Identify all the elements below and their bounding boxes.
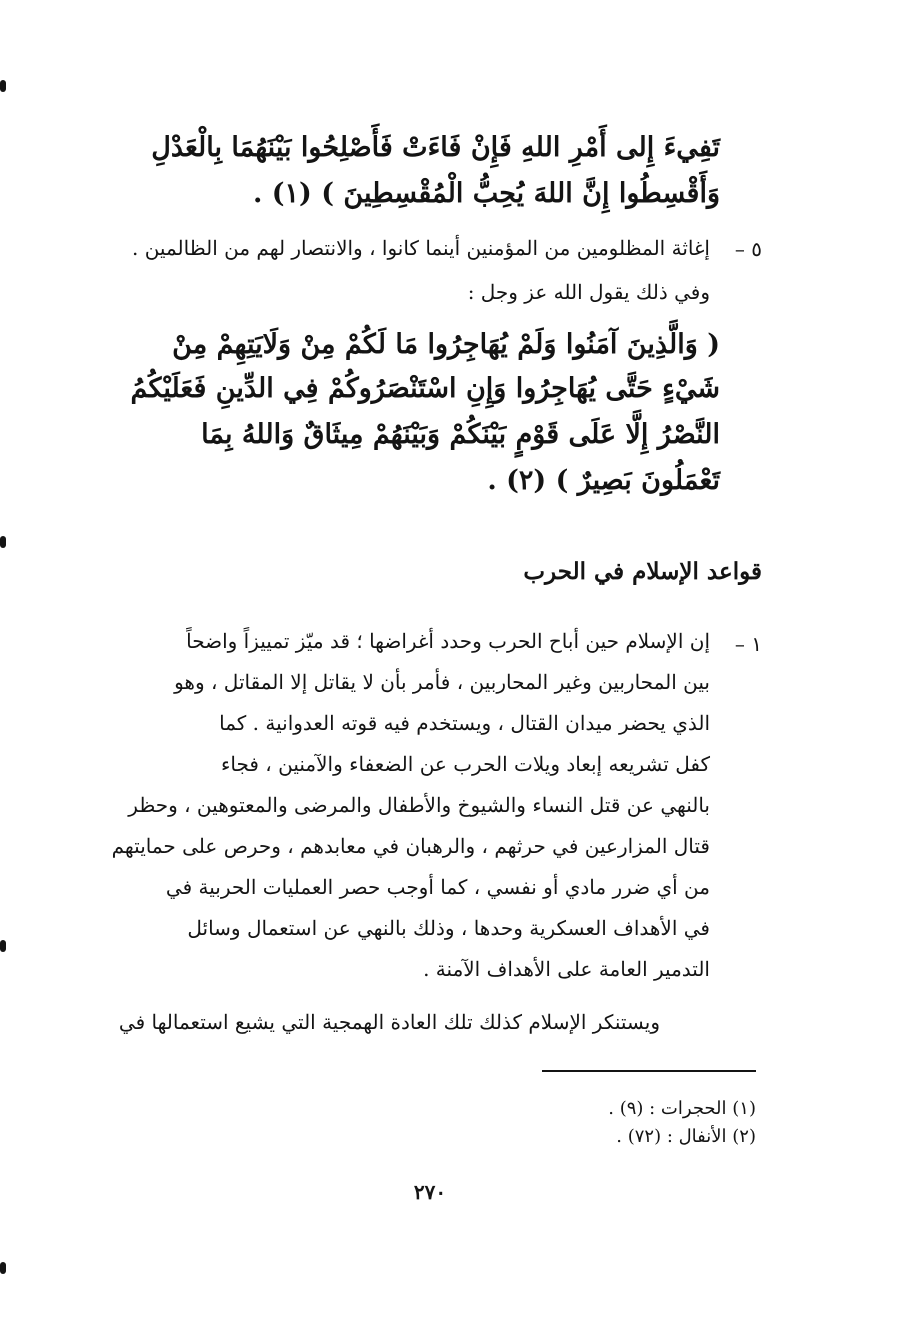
scan-mark <box>0 80 6 92</box>
quote-line: شَيْءٍ حَتَّى يُهَاجِرُوا وَإِنِ اسْتَنْصَرُوكُمْ فِي الدِّينِ فَعَلَيْكُمُ <box>130 373 720 404</box>
quote-line: النَّصْرُ إِلَّا عَلَى قَوْمٍ بَيْنَكُمْ وَبَيْنَهُمْ مِيثَاقٌ وَاللهُ بِمَا <box>201 419 720 450</box>
item-1-number: ١ – <box>734 632 762 656</box>
quran-quote-2 <box>80 322 720 512</box>
text-line: في الأهداف العسكرية وحدها ، وذلك بالنهي عن استعمال وسائل <box>187 916 710 940</box>
quote-line: تَعْمَلُونَ بَصِيرٌ ) (٢) . <box>487 465 720 496</box>
paragraph-continuation <box>80 1010 660 1042</box>
footnote: (١) الحجرات : (٩) . <box>608 1098 756 1119</box>
text-line: قتال المزارعين في حرثهم ، والرهبان في معابدهم ، وحرص على حمايتهم <box>111 834 710 858</box>
item-5-number: ٥ – <box>734 237 762 261</box>
scan-mark <box>0 940 6 952</box>
page-number: ٢٧٠ <box>413 1180 447 1204</box>
footnote: (٢) الأنفال : (٧٢) . <box>616 1126 756 1147</box>
text-line: وفي ذلك يقول الله عز وجل : <box>467 280 710 304</box>
text-line: كفل تشريعه إبعاد ويلات الحرب عن الضعفاء والآمنين ، فجاء <box>220 752 710 776</box>
footnote-divider <box>542 1070 756 1072</box>
quote-line: وَأَقْسِطُوا إِنَّ اللهَ يُحِبُّ الْمُقْسِطِينَ ) (١) . <box>252 178 720 209</box>
scan-mark <box>0 536 6 548</box>
text-line: من أي ضرر مادي أو نفسي ، كما أوجب حصر العمليات الحربية في <box>165 875 710 899</box>
text-line: إغاثة المظلومين من المؤمنين أينما كانوا ، والانتصار لهم من الظالمين . <box>131 236 710 260</box>
quran-quote-1 <box>80 125 720 225</box>
quote-line: ( وَالَّذِينَ آمَنُوا وَلَمْ يُهَاجِرُوا مَا لَكُمْ مِنْ وَلَايَتِهِمْ مِنْ <box>172 329 720 360</box>
text-line: بين المحاربين وغير المحاربين ، فأمر بأن لا يقاتل إلا المقاتل ، وهو <box>174 670 710 694</box>
section-heading: قواعد الإسلام في الحرب <box>523 558 762 585</box>
text-line: الذي يحضر ميدان القتال ، ويستخدم فيه قوته العدوانية . كما <box>219 711 710 735</box>
text-line: التدمير العامة على الأهداف الآمنة . <box>423 957 710 981</box>
scan-mark <box>0 1262 6 1274</box>
item-1-text <box>80 625 710 985</box>
item-5-text <box>80 230 710 310</box>
text-line: بالنهي عن قتل النساء والشيوخ والأطفال والمرضى والمعتوهين ، وحظر <box>128 793 710 817</box>
text-line: إن الإسلام حين أباح الحرب وحدد أغراضها ؛ قد ميّز تمييزاً واضحاً <box>186 629 710 653</box>
quote-line: تَفِيءَ إِلى أَمْرِ اللهِ فَإِنْ فَاءَتْ فَأَصْلِحُوا بَيْنَهُمَا بِالْعَدْلِ <box>151 132 720 163</box>
footnotes <box>456 1098 756 1168</box>
text-line: ويستنكر الإسلام كذلك تلك العادة الهمجية التي يشيع استعمالها في <box>118 1010 660 1034</box>
